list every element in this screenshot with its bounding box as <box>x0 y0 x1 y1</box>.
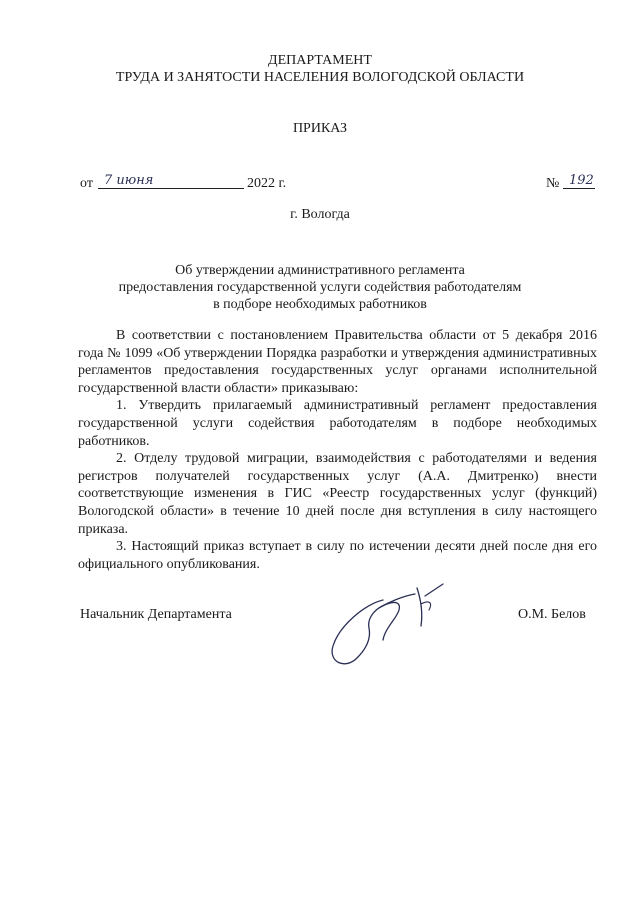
title-line3: в подборе необходимых работников <box>213 297 427 312</box>
document-type: ПРИКАЗ <box>292 121 348 136</box>
department-name-line2: ТРУДА И ЗАНЯТОСТИ НАСЕЛЕНИЯ ВОЛОГОДСКОЙ ОБЛАСТИ <box>115 70 525 85</box>
preamble-paragraph: В соответствии с постановлением Правительства области от 5 декабря 2016 года № 1099 «Об утверждении Порядка разработки и утверждения административных регламентов предоставления государственных услуг органами исполнительной государственной власти области» приказываю: <box>78 328 597 396</box>
date-handwritten: 7 июня <box>104 173 154 188</box>
date-year: 2022 г. <box>247 176 287 191</box>
city: г. Вологда <box>290 207 350 222</box>
item-2-paragraph: 2. Отделу трудовой миграции, взаимодействия с работодателями и ведения регистров получателей государственных услуг (А.А. Дмитренко) внести соответствующие изменения в ГИС «Реестр государственных услуг (функций) Вологодской области» в течение 10 дней после дня вступления в силу настоящего приказа. <box>78 451 597 537</box>
item-3-paragraph: 3. Настоящий приказ вступает в силу по истечении десяти дней после дня его официального опубликования. <box>78 539 597 572</box>
date-prefix: от <box>80 176 93 191</box>
handwritten-signature-icon <box>325 582 455 677</box>
order-body <box>78 327 597 573</box>
title-line2: предоставления государственной услуги содействия работодателям <box>118 280 522 295</box>
department-name-line1: ДЕПАРТАМЕНТ <box>268 53 372 68</box>
item-1-paragraph: 1. Утвердить прилагаемый административный регламент предоставления государственной услуги содействия работодателям в подборе необходимых работников. <box>78 398 597 449</box>
number-handwritten: 192 <box>569 173 594 188</box>
signatory-name: О.М. Белов <box>518 607 586 622</box>
title-line1: Об утверждении административного регламента <box>175 263 465 278</box>
number-prefix: № <box>546 176 560 191</box>
signatory-position: Начальник Департамента <box>80 607 232 622</box>
